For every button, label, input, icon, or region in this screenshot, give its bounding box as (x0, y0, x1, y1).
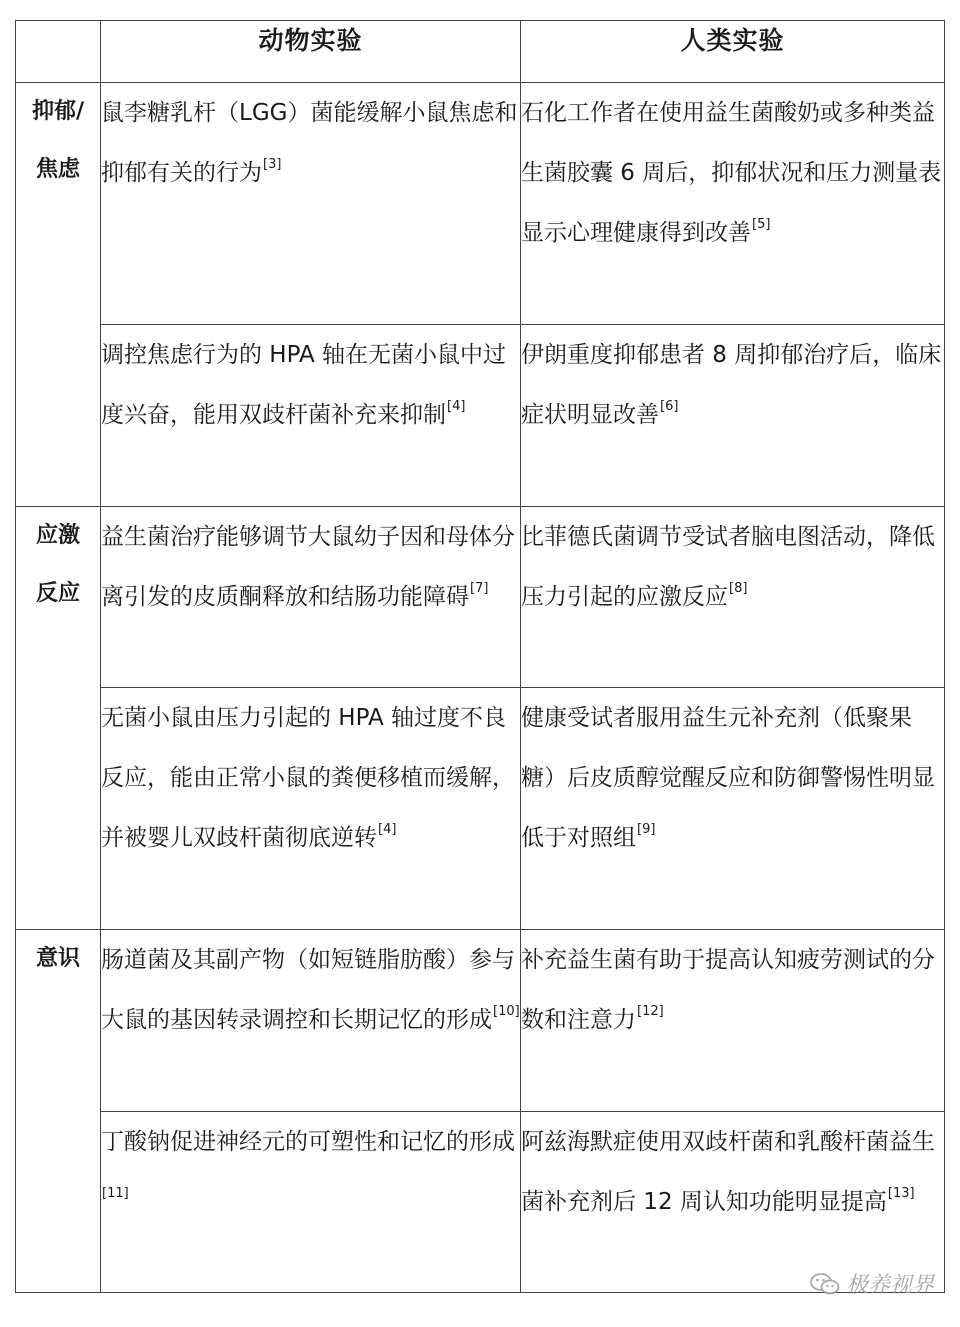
cell-text: 调控焦虑行为的 HPA 轴在无菌小鼠中过度兴奋，能用双歧杆菌补充来抑制 (101, 342, 507, 428)
table-row (16, 83, 945, 325)
animal-cell (101, 325, 521, 507)
citation-ref: [11] (102, 1186, 129, 1202)
human-cell (521, 325, 945, 507)
human-cell (521, 507, 945, 688)
animal-cell (101, 688, 521, 930)
table-row (16, 507, 945, 688)
citation-ref: [12] (637, 1004, 664, 1020)
row-header-depression-anxiety (16, 83, 101, 507)
human-column-header: 人类实验 (521, 21, 945, 83)
row-header-stress-response (16, 507, 101, 930)
citation-ref: [7] (470, 581, 489, 597)
animal-cell (101, 1112, 521, 1293)
row-header-line: 意识 (35, 946, 80, 971)
table-row (16, 1112, 945, 1293)
row-header-line: 抑郁/ (31, 99, 85, 124)
citation-ref: [8] (729, 581, 748, 597)
wechat-icon (810, 1272, 840, 1296)
row-header-line: 焦虑 (35, 157, 80, 182)
animal-column-header: 动物实验 (101, 21, 521, 83)
cell-text: 阿兹海默症使用双歧杆菌和乳酸杆菌益生菌补充剂后 12 周认知功能明显提高 (521, 1129, 935, 1215)
cell-text: 无菌小鼠由压力引起的 HPA 轴过度不良反应，能由正常小鼠的粪便移植而缓解，并被婴儿双歧杆菌彻底逆转 (101, 705, 515, 851)
citation-ref: [13] (887, 1186, 915, 1202)
watermark-text: 极养视界 (845, 1273, 934, 1298)
corner-cell (16, 21, 101, 83)
comparison-table (15, 20, 945, 1293)
citation-ref: [5] (752, 217, 771, 233)
cell-text: 鼠李糖乳杆（LGG）菌能缓解小鼠焦虑和抑郁有关的行为 (101, 100, 518, 186)
row-header-line: 反应 (35, 581, 80, 606)
animal-cell (101, 83, 521, 325)
table-row (16, 930, 945, 1112)
animal-cell (101, 930, 521, 1112)
table-row (16, 688, 945, 930)
citation-ref: [10] (493, 1004, 520, 1020)
citation-ref: [9] (637, 822, 656, 838)
citation-ref: [4] (447, 399, 466, 415)
watermark (810, 1268, 934, 1299)
citation-ref: [4] (378, 822, 397, 838)
cell-text: 比菲德氏菌调节受试者脑电图活动，降低压力引起的应激反应 (521, 524, 935, 610)
row-header-line: 应激 (35, 523, 80, 548)
human-cell (521, 83, 945, 325)
citation-ref: [3] (263, 157, 282, 173)
cell-text: 补充益生菌有助于提高认知疲劳测试的分数和注意力 (521, 947, 935, 1033)
human-cell (521, 930, 945, 1112)
citation-ref: [6] (660, 399, 679, 415)
cell-text: 石化工作者在使用益生菌酸奶或多种类益生菌胶囊 6 周后，抑郁状况和压力测量表显示心理健康得到改善 (521, 100, 942, 246)
animal-cell (101, 507, 521, 688)
cell-text: 丁酸钠促进神经元的可塑性和记忆的形成 (101, 1129, 515, 1155)
cell-text: 益生菌治疗能够调节大鼠幼子因和母体分离引发的皮质酮释放和结肠功能障碍 (101, 524, 515, 610)
human-cell (521, 1112, 945, 1293)
human-cell (521, 688, 945, 930)
table-row (16, 325, 945, 507)
cell-text: 肠道菌及其副产物（如短链脂肪酸）参与大鼠的基因转录调控和长期记忆的形成 (101, 947, 515, 1033)
cell-text: 伊朗重度抑郁患者 8 周抑郁治疗后，临床症状明显改善 (521, 342, 942, 428)
table-header-row (16, 21, 945, 83)
cell-text: 健康受试者服用益生元补充剂（低聚果糖）后皮质醇觉醒反应和防御警惕性明显低于对照组 (521, 705, 935, 851)
row-header-cognition (16, 930, 101, 1293)
